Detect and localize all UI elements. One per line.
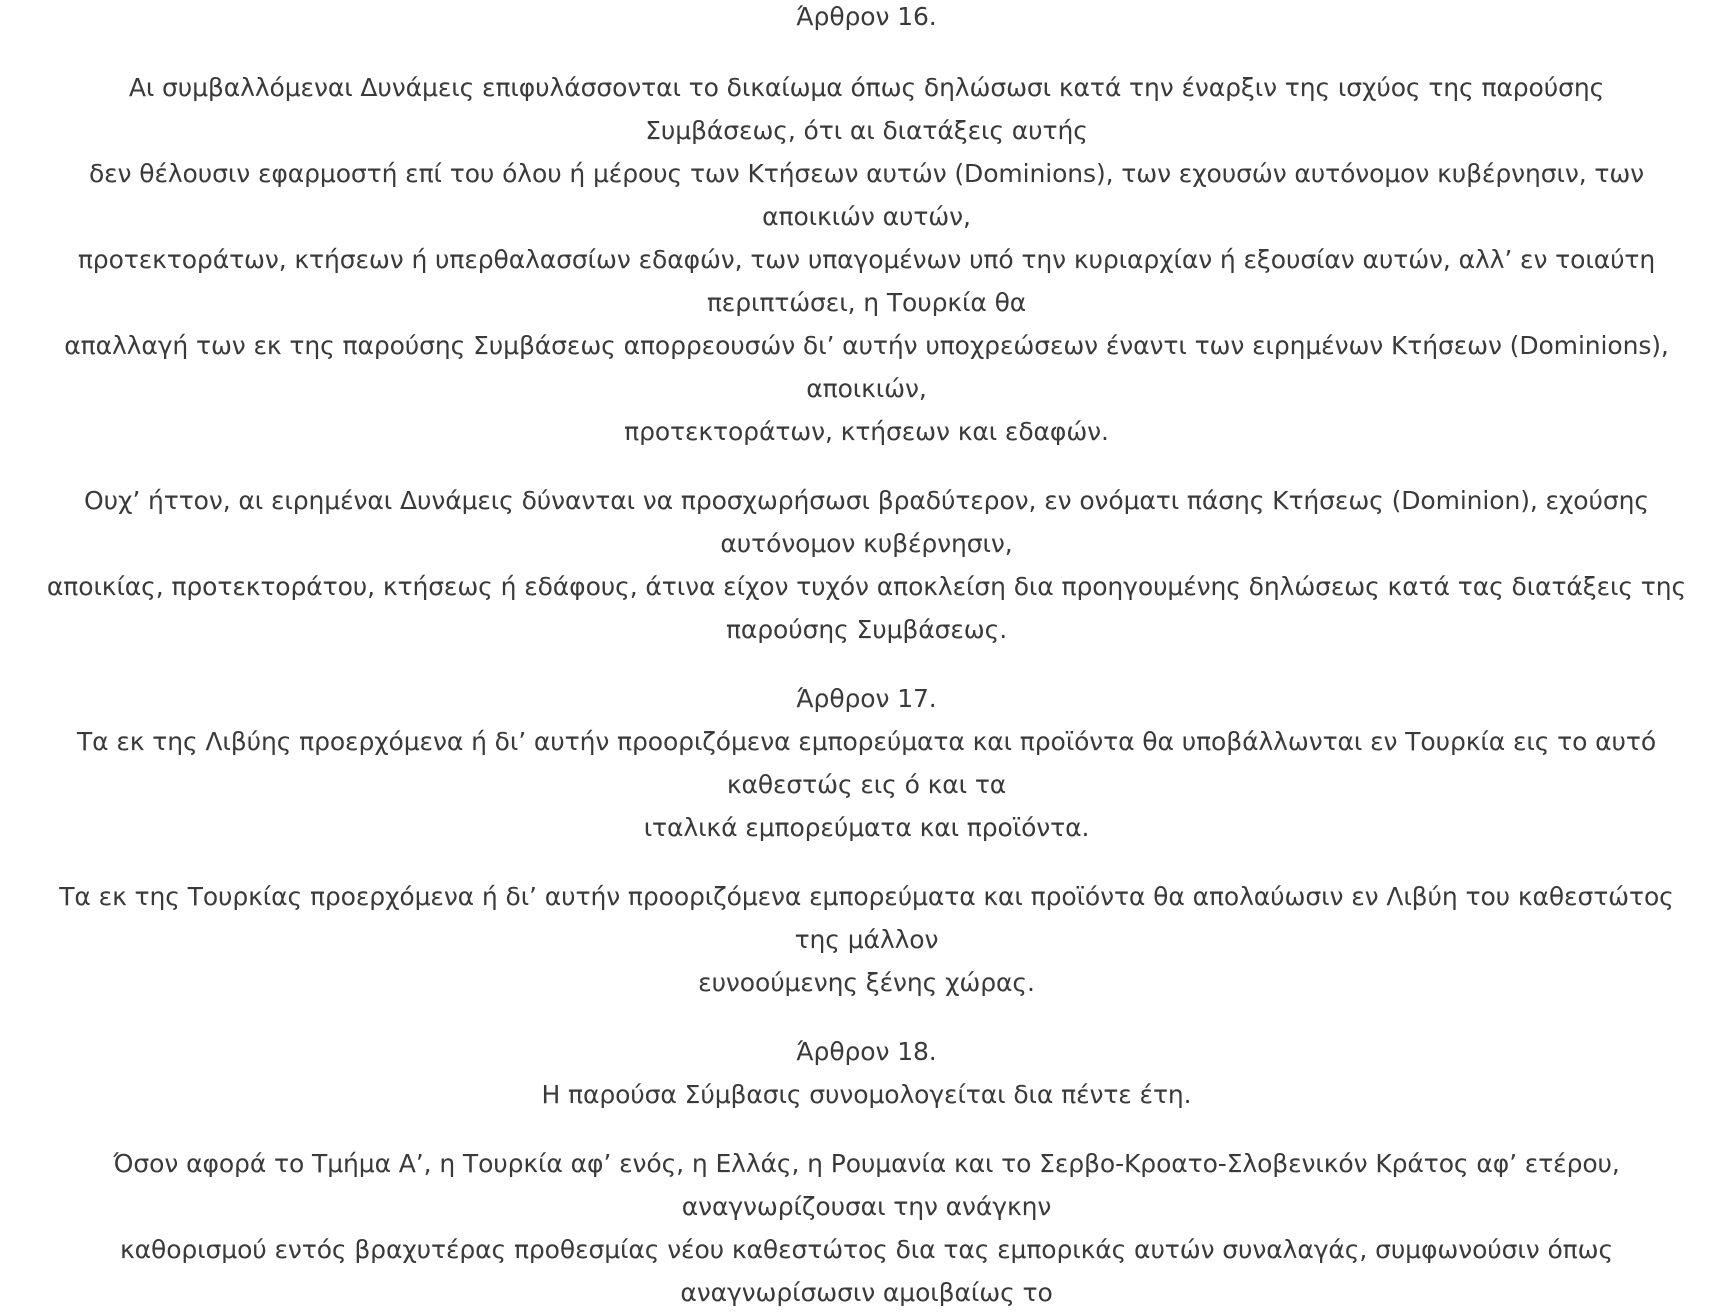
article-17-heading: Άρθρον 17. — [796, 684, 937, 713]
text-line: προτεκτοράτων, κτήσεων και εδαφών. — [624, 417, 1109, 446]
text-line: Η παρούσα Σύμβασις συνομολογείται δια πέντε έτη. — [541, 1080, 1192, 1109]
text-line: δεν θέλουσιν εφαρμοστή επί του όλου ή μέρους των Κτήσεων αυτών (Dominions), των εχουσών αυτόνομον κυβέρνησιν, των — [88, 159, 1645, 188]
text-line: αυτόνομον κυβέρνησιν, — [720, 529, 1013, 558]
text-line: αποικιών, — [806, 374, 927, 403]
text-line: προτεκτοράτων, κτήσεων ή υπερθαλασσίων εδαφών, των υπαγομένων υπό την κυριαρχίαν ή εξουσίαν αυτών, αλλ’ εν τοιαύτη — [77, 245, 1656, 274]
article-18-heading: Άρθρον 18. — [796, 1037, 937, 1066]
text-line: αποικιών αυτών, — [762, 202, 971, 231]
text-line: αναγνωρίσωσιν αμοιβαίως το — [680, 1278, 1053, 1307]
text-line: της μάλλον — [794, 925, 939, 954]
text-line: αποικίας, προτεκτοράτου, κτήσεως ή εδάφους, άτινα είχον τυχόν αποκλείση δια προηγουμένης δηλώσεως κατά τας διατάξεις της — [46, 572, 1687, 601]
text-line: Όσον αφορά το Τμήμα Α’, η Τουρκία αφ’ ενός, η Ελλάς, η Ρουμανία και το Σερβο-Κροατο-Σλοβενικόν Κράτος αφ’ ετέρου, — [113, 1149, 1620, 1178]
article-16-heading: Άρθρον 16. — [796, 2, 937, 31]
text-line: αναγνωρίζουσαι την ανάγκην — [681, 1192, 1052, 1221]
text-line: ευνοούμενης ξένης χώρας. — [698, 968, 1035, 997]
text-line: Τα εκ της Τουρκίας προερχόμενα ή δι’ αυτήν προοριζόμενα εμπορεύματα και προϊόντα θα απολαύωσιν εν Λιβύη του καθεστώτος — [59, 882, 1674, 911]
text-line: Τα εκ της Λιβύης προερχόμενα ή δι’ αυτήν προοριζόμενα εμπορεύματα και προϊόντα θα υποβάλλωνται εν Τουρκία εις το αυτό — [76, 727, 1657, 756]
text-line: Ουχ’ ήττον, αι ειρημέναι Δυνάμεις δύνανται να προσχωρήσωσι βραδύτερον, εν ονόματι πάσης Κτήσεως (Dominion), εχούσης — [84, 486, 1649, 515]
text-line: Συμβάσεως, ότι αι διατάξεις αυτής — [645, 116, 1088, 145]
text-line: Αι συμβαλλόμεναι Δυνάμεις επιφυλάσσονται το δικαίωμα όπως δηλώσωσι κατά την έναρξιν της ισχύος της παρούσης — [128, 73, 1605, 102]
text-line: απαλλαγή των εκ της παρούσης Συμβάσεως απορρεουσών δι’ αυτήν υποχρεώσεων έναντι των ειρημένων Κτήσεων (Dominions), — [64, 331, 1669, 360]
text-line: καθορισμού εντός βραχυτέρας προθεσμίας νέου καθεστώτος δια τας εμπορικάς αυτών συναλαγάς, συμφωνούσιν όπως — [119, 1235, 1614, 1264]
text-line: καθεστώς εις ό και τα — [726, 770, 1007, 799]
text-line: περιπτώσει, η Τουρκία θα — [706, 288, 1027, 317]
text-line: παρούσης Συμβάσεως. — [725, 615, 1008, 644]
text-line: ιταλικά εμπορεύματα και προϊόντα. — [643, 813, 1090, 842]
